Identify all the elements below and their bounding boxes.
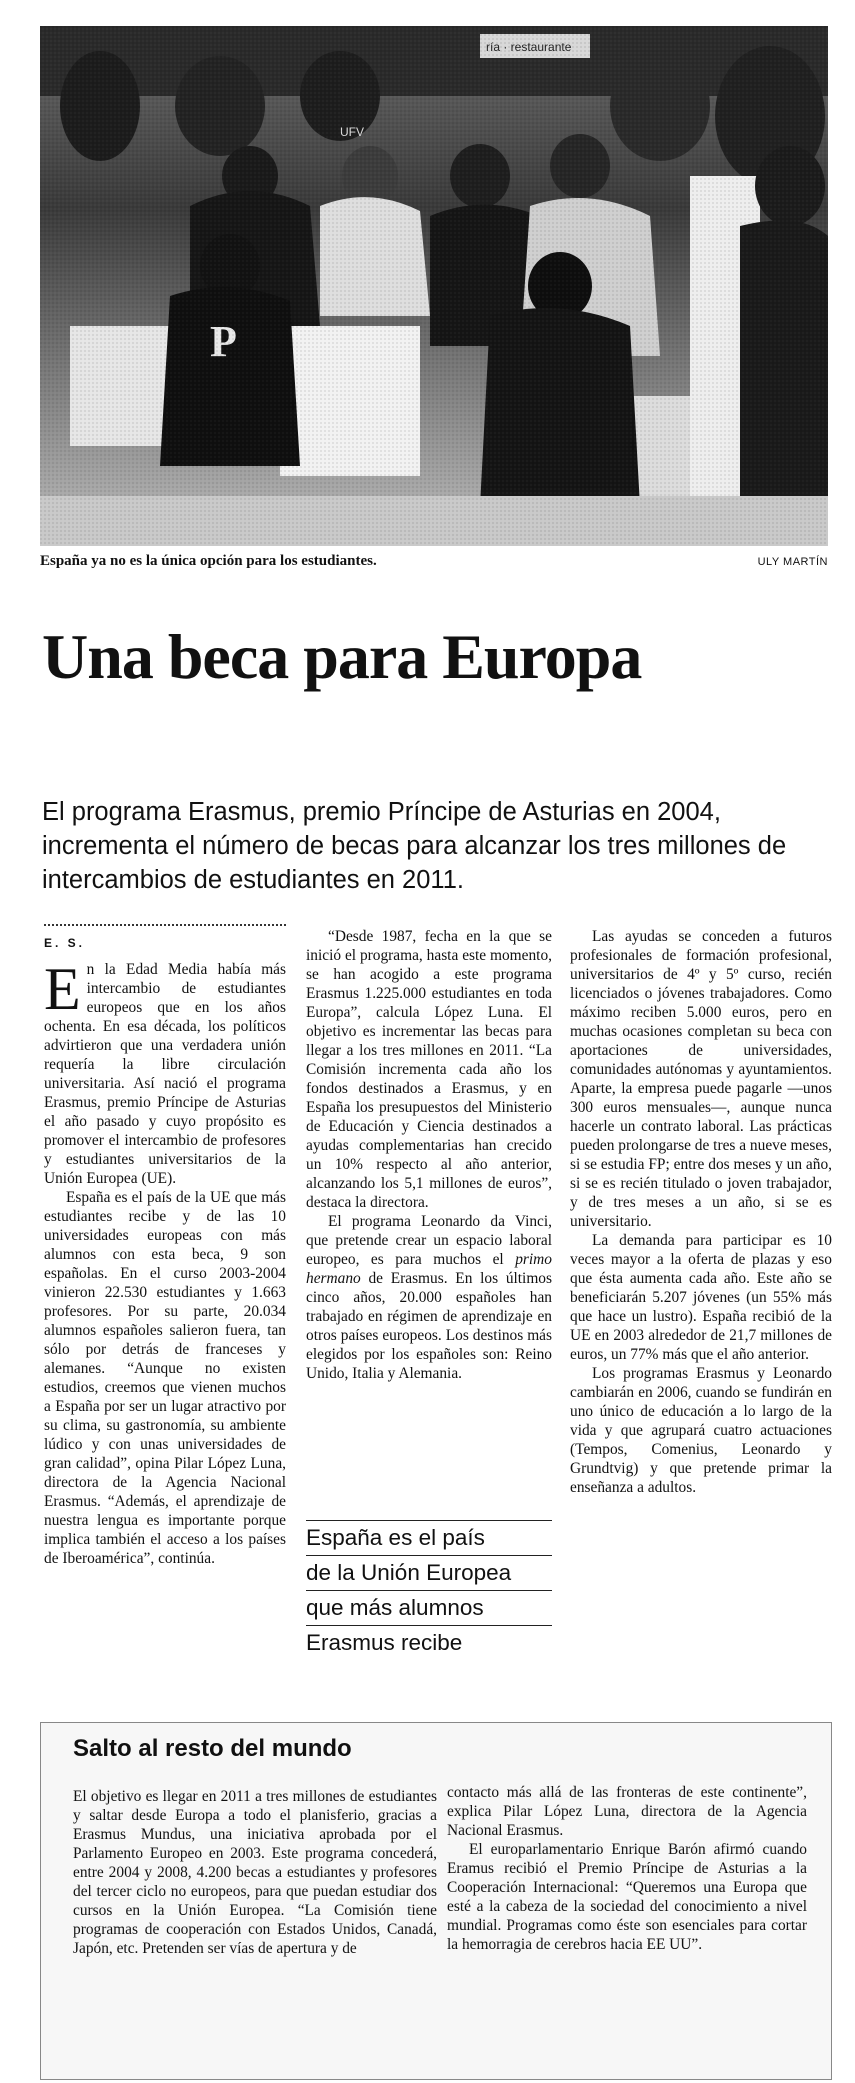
paragraph (306, 1212, 552, 1383)
paragraph-text: n la Edad Media había más intercambio de estudiantes europeos que en los años ochenta. En esa década, los políticos advirtieron que una verdadera unión requería la libre circulación universitaria. Así nació el programa Erasmus, premio Príncipe de Asturias el año pasado y cuyo propósito es promover el intercambio de profesores y estudiantes universitarios de la Unión Europea (UE). (44, 961, 286, 1187)
sidebar-box (40, 1722, 832, 2080)
paragraph: España es el país de la UE que más estudiantes recibe y de las 10 universidades europeas con más alumnos con esta beca, 9 son españolas. En el curso 2003-2004 vinieron 22.530 estudiantes y 1.663 profesores. Por su parte, 20.034 alumnos españoles salieron fuera, tan sólo por detrás de franceses y alemanes. “Aunque no existen estudios, creemos que vienen muchos a España por ser un lugar atractivo por su clima, su gastronomía, su ambiente lúdico y con unas universidades de gran calidad”, opina Pilar López Luna, directora de la Agencia Nacional Erasmus. “Además, el aprendizaje de nuestra lengua es importante porque implica también el acceso a los países de Iberoamérica”, continúa. (44, 1189, 286, 1567)
subtitle: El programa Erasmus, premio Príncipe de Asturias en 2004, incrementa el número de becas para alcanzar los tres millones de intercambios de estudiantes en 2011. (42, 798, 787, 894)
pull-quote-line: España es el país (306, 1520, 552, 1555)
paragraph: contacto más allá de las fronteras de este continente”, explica Pilar López Luna, directora de la Agencia Nacional Erasmus. (447, 1784, 807, 1839)
article-column-1 (44, 956, 286, 1568)
photo-credit: ULY MARTÍN (757, 556, 828, 568)
sidebar-title: Salto al resto del mundo (73, 1735, 352, 1762)
pull-quote-line: de la Unión Europea (306, 1555, 552, 1590)
byline: E. S. (44, 936, 86, 950)
paragraph: El europarlamentario Enrique Barón afirmó cuando Eramus recibió el Premio Príncipe de Asturias a la Cooperación Internacional: “Queremos una Europa que esté a la cabeza de la sociedad del conocimiento a nivel mundial. Programas como éste son esenciales para cortar la hemorragia de cerebros hacia EE UU”. (447, 1841, 807, 1953)
drop-cap: E (44, 956, 81, 1022)
paragraph: Los programas Erasmus y Leonardo cambiarán en 2006, cuando se fundirán en uno único de educación a lo largo de la vida y que agrupará cuatro actuaciones (Tempos, Comenius, Leonardo y Grundtvig) y que pretende primar la enseñanza a adultos. (570, 1365, 832, 1496)
article-photo (40, 26, 828, 546)
emphasis-text: primo hermano (306, 1251, 552, 1287)
article-column-2 (306, 927, 552, 1383)
photo-caption: España ya no es la única opción para los estudiantes. (40, 553, 377, 569)
article-column-3 (570, 927, 832, 1497)
pull-quote-line: que más alumnos (306, 1590, 552, 1625)
paragraph (44, 956, 286, 1188)
sidebar-column-2 (447, 1783, 807, 1954)
byline-rule (44, 924, 286, 926)
paragraph: La demanda para participar es 10 veces mayor a la oferta de plazas y eso que ésta aumenta cada año. Este año se beneficiarán 5.207 jóvenes (un 55% más que hace un lustro). España recibió de la UE en 2003 alrededor de 21,7 millones de euros, un 77% más que el año anterior. (570, 1232, 832, 1363)
headline: Una beca para Europa (42, 621, 642, 692)
paragraph: El objetivo es llegar en 2011 a tres millones de estudiantes y saltar desde Europa a todo el planisferio, gracias a Erasmus Mundus, una iniciativa aprobada por el Parlamento Europeo en 2003. Este programa concederá, entre 2004 y 2008, 4.200 becas a estudiantes y profesores del tercer ciclo no europeos, para que puedan estudiar dos cursos en la Unión Europea. “La Comisión tiene programas de cooperación con Estados Unidos, Canadá, Japón, etc. Pretenden ser vías de apertura y de (73, 1788, 437, 1957)
paragraph: Las ayudas se conceden a futuros profesionales de formación profesional, universitarios de 4º y 5º curso, recién licenciados o jóvenes trabajadores. Como máximo reciben 5.000 euros, pero en muchas ocasiones completan su beca con aportaciones de universidades, comunidades autónomas y ayuntamientos. Aparte, la empresa puede pagarle —unos 300 euros mensuales—, aunque nunca hacerle un contrato laboral. Las prácticas pueden prolongarse de tres a nueve meses, si se estudia FP; entre dos meses y un año, si se es recién titulado o joven trabajador, y de tres meses a un año, si se es universitario. (570, 928, 832, 1230)
pull-quote (306, 1520, 552, 1660)
students-photo-image (40, 26, 828, 546)
sidebar-column-1 (73, 1787, 437, 1958)
pull-quote-line: Erasmus recibe (306, 1625, 552, 1660)
paragraph-text: El programa Leonardo da Vinci, que pretende crear un espacio laboral europeo, es para muchos el (306, 1213, 552, 1268)
paragraph: “Desde 1987, fecha en la que se inició el programa, hasta este momento, se han acogido a este programa Erasmus 1.225.000 estudiantes en toda Europa”, calcula López Luna. El objetivo es incrementar las becas para llegar a los tres millones en 2011. “La Comisión incrementa cada año los fondos destinados a Erasmus, y en España los presupuestos del Ministerio de Educación y Ciencia destinados a ayudas complementarias han crecido un 10% respecto al año anterior, alcanzando los 5,1 millones de euros”, destaca la directora. (306, 928, 552, 1211)
paragraph-text: de Erasmus. En los últimos cinco años, 20.000 españoles han trabajado en régimen de aprendizaje en otros países europeos. Los destinos más elegidos por los españoles son: Reino Unido, Italia y Alemania. (306, 1270, 552, 1382)
